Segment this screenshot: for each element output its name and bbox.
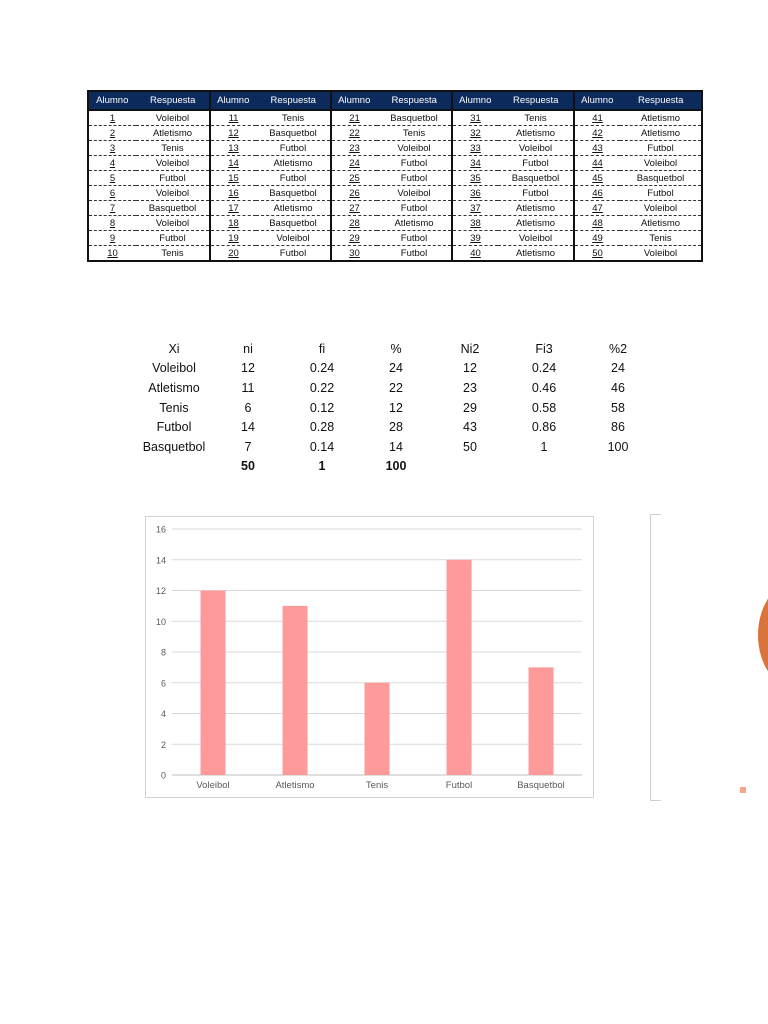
table-row	[88, 156, 702, 171]
total-cell	[433, 457, 507, 477]
alumno-cell: 30	[331, 246, 377, 262]
alumno-cell: 28	[331, 216, 377, 231]
respuesta-cell: Futbol	[400, 247, 428, 259]
respuesta-cell: Basquetbol	[256, 186, 331, 201]
table-row	[137, 359, 655, 379]
bar	[529, 667, 554, 775]
alumno-cell: 48	[574, 216, 620, 231]
table-row	[88, 246, 702, 262]
table-row	[137, 398, 655, 418]
table-row	[88, 216, 702, 231]
freq-cell: 22	[389, 380, 403, 395]
freq-cell: 86	[611, 420, 625, 435]
freq-cell: 58	[611, 400, 625, 415]
respuesta-cell: Atletismo	[256, 156, 331, 171]
alumno-cell: 43	[574, 141, 620, 156]
respuesta-cell: Futbol	[620, 141, 702, 156]
alumno-cell: 45	[574, 171, 620, 186]
alumno-cell: 12	[210, 126, 256, 141]
freq-cell: 0.24	[309, 361, 335, 376]
table-row	[88, 186, 702, 201]
table-row	[137, 417, 655, 437]
alumno-cell: 41	[574, 110, 620, 126]
x-tick-label: Tenis	[365, 780, 389, 791]
alumno-cell: 16	[210, 186, 256, 201]
respuesta-cell: Voleibol	[256, 231, 331, 246]
respuesta-cell: Futbol	[136, 171, 210, 186]
table-row	[88, 171, 702, 186]
freq-cell: 28	[389, 420, 403, 435]
freq-cell: 0.24	[531, 361, 557, 376]
table-row	[88, 126, 702, 141]
respuesta-cell: Basquetbol	[620, 171, 702, 186]
respuesta-cell: Voleibol	[136, 216, 210, 231]
respuesta-cell: Futbol	[377, 231, 452, 246]
alumno-cell: 34	[452, 156, 498, 171]
table-row	[137, 437, 655, 457]
header-alumno: Alumno	[210, 91, 256, 110]
alumno-cell: 38	[452, 216, 498, 231]
respuesta-cell: Futbol	[256, 141, 331, 156]
y-tick-label: 6	[160, 678, 166, 689]
alumno-cell: 21	[331, 110, 377, 126]
freq-cell: Basquetbol	[142, 439, 206, 454]
freq-header-fi3: Fi3	[535, 341, 553, 356]
alumno-cell: 33	[452, 141, 498, 156]
freq-cell: Tenis	[159, 400, 189, 415]
freq-cell: 6	[244, 400, 252, 415]
freq-cell: 0.46	[531, 380, 557, 395]
alumno-cell: 31	[452, 110, 498, 126]
freq-header-ni: ni	[243, 341, 253, 356]
total-cell: 1	[318, 459, 326, 474]
respuesta-cell: Atletismo	[515, 247, 556, 259]
freq-header-percent2: %2	[608, 341, 628, 356]
respuesta-cell: Tenis	[161, 247, 184, 259]
respuesta-cell: Tenis	[620, 231, 702, 246]
respuesta-cell: Futbol	[377, 171, 452, 186]
respuesta-cell: Atletismo	[620, 126, 702, 141]
respuesta-cell: Tenis	[377, 126, 452, 141]
total-cell	[507, 457, 581, 477]
freq-cell: 24	[611, 361, 625, 376]
x-tick-label: Atletismo	[275, 780, 315, 791]
respuesta-cell: Tenis	[136, 141, 210, 156]
respuesta-cell: Voleibol	[620, 201, 702, 216]
freq-cell: 12	[241, 361, 255, 376]
alumno-cell: 7	[88, 201, 136, 216]
y-tick-label: 8	[160, 647, 166, 658]
bar	[447, 560, 472, 775]
respuesta-cell: Voleibol	[136, 156, 210, 171]
respuesta-cell: Voleibol	[498, 231, 574, 246]
decorative-square	[740, 787, 746, 793]
freq-cell: 46	[611, 380, 625, 395]
respuesta-cell: Atletismo	[256, 201, 331, 216]
decorative-circle	[758, 580, 768, 690]
freq-cell: 100	[607, 439, 629, 454]
total-cell: 100	[385, 459, 407, 474]
freq-cell: 29	[463, 400, 477, 415]
alumno-cell: 46	[574, 186, 620, 201]
freq-cell: Atletismo	[148, 380, 200, 395]
freq-cell: 1	[540, 439, 548, 454]
freq-cell: 14	[241, 420, 255, 435]
y-tick-label: 4	[160, 709, 166, 719]
total-cell	[137, 457, 211, 477]
alumno-cell: 32	[452, 126, 498, 141]
respuesta-cell: Voleibol	[620, 156, 702, 171]
freq-header-percent: %	[390, 341, 402, 356]
frequency-table	[137, 339, 655, 476]
alumno-cell: 23	[331, 141, 377, 156]
respuesta-cell: Futbol	[377, 201, 452, 216]
freq-cell: 14	[389, 439, 403, 454]
header-alumno: Alumno	[88, 91, 136, 110]
respuesta-cell: Tenis	[256, 110, 331, 126]
freq-cell: 0.28	[309, 420, 335, 435]
respuesta-cell: Basquetbol	[377, 110, 452, 126]
table-row	[88, 231, 702, 246]
alumno-cell: 37	[452, 201, 498, 216]
respuesta-cell: Futbol	[377, 156, 452, 171]
alumno-cell: 17	[210, 201, 256, 216]
freq-cell: 0.58	[531, 400, 557, 415]
header-alumno: Alumno	[452, 91, 498, 110]
alumno-cell: 39	[452, 231, 498, 246]
header-respuesta: Respuesta	[377, 91, 452, 110]
respuesta-cell: Futbol	[498, 186, 574, 201]
alumno-cell: 18	[210, 216, 256, 231]
respuesta-cell: Atletismo	[498, 201, 574, 216]
alumno-cell: 3	[88, 141, 136, 156]
respuesta-cell: Basquetbol	[256, 216, 331, 231]
freq-cell: Futbol	[156, 420, 192, 435]
freq-header-xi: Xi	[168, 341, 180, 356]
alumno-cell: 36	[452, 186, 498, 201]
survey-header-row	[88, 91, 702, 110]
alumno-cell: 9	[88, 231, 136, 246]
bar	[365, 683, 390, 775]
table-row	[88, 110, 702, 126]
alumno-cell: 5	[88, 171, 136, 186]
freq-cell: 12	[463, 361, 477, 376]
y-tick-label: 2	[160, 739, 166, 750]
header-alumno: Alumno	[574, 91, 620, 110]
header-alumno: Alumno	[331, 91, 377, 110]
respuesta-cell: Futbol	[136, 231, 210, 246]
bar	[201, 591, 226, 776]
alumno-cell: 24	[331, 156, 377, 171]
freq-cell: 43	[463, 420, 477, 435]
alumno-cell: 40	[452, 246, 498, 262]
respuesta-cell: Futbol	[620, 186, 702, 201]
header-respuesta: Respuesta	[256, 91, 331, 110]
total-cell: 50	[241, 459, 255, 474]
bar-chart	[145, 516, 594, 798]
bar-chart-svg	[146, 517, 593, 797]
alumno-cell: 49	[574, 231, 620, 246]
alumno-cell: 10	[107, 247, 118, 259]
respuesta-cell: Voleibol	[136, 186, 210, 201]
alumno-cell: 2	[88, 126, 136, 141]
y-tick-label: 0	[160, 770, 166, 781]
respuesta-cell: Basquetbol	[256, 126, 331, 141]
freq-cell: 50	[463, 439, 477, 454]
x-tick-label: Voleibol	[196, 780, 230, 791]
respuesta-cell: Voleibol	[377, 186, 452, 201]
freq-cell: 12	[389, 400, 403, 415]
alumno-cell: 6	[88, 186, 136, 201]
respuesta-cell: Voleibol	[643, 247, 678, 259]
freq-cell: 7	[244, 439, 252, 454]
table-row	[88, 141, 702, 156]
x-tick-label: Futbol	[445, 780, 473, 791]
header-respuesta: Respuesta	[136, 91, 210, 110]
alumno-cell: 42	[574, 126, 620, 141]
respuesta-cell: Futbol	[279, 247, 307, 259]
alumno-cell: 27	[331, 201, 377, 216]
y-tick-label: 16	[155, 524, 166, 535]
total-cell	[581, 457, 655, 477]
alumno-cell: 50	[574, 246, 620, 262]
respuesta-cell: Atletismo	[377, 216, 452, 231]
alumno-cell: 44	[574, 156, 620, 171]
alumno-cell: 4	[88, 156, 136, 171]
freq-cell: 0.14	[309, 439, 335, 454]
alumno-cell: 19	[210, 231, 256, 246]
respuesta-cell: Futbol	[498, 156, 574, 171]
respuesta-cell: Tenis	[498, 110, 574, 126]
survey-responses-table	[87, 90, 703, 262]
x-tick-label: Basquetbol	[517, 780, 565, 791]
alumno-cell: 8	[88, 216, 136, 231]
frequency-header-row	[137, 339, 655, 359]
alumno-cell: 20	[210, 246, 256, 262]
respuesta-cell: Voleibol	[498, 141, 574, 156]
header-respuesta: Respuesta	[620, 91, 702, 110]
freq-cell: 24	[389, 361, 403, 376]
alumno-cell: 15	[210, 171, 256, 186]
alumno-cell: 1	[88, 110, 136, 126]
freq-cell: 11	[241, 380, 255, 395]
respuesta-cell: Futbol	[256, 171, 331, 186]
alumno-cell: 47	[574, 201, 620, 216]
freq-cell: 0.12	[309, 400, 335, 415]
alumno-cell: 22	[331, 126, 377, 141]
respuesta-cell: Atletismo	[136, 126, 210, 141]
alumno-cell: 35	[452, 171, 498, 186]
alumno-cell: 25	[331, 171, 377, 186]
freq-cell: 0.86	[531, 420, 557, 435]
partial-frame	[650, 514, 661, 801]
freq-header-fi: fi	[318, 341, 326, 356]
freq-cell: 23	[463, 380, 477, 395]
respuesta-cell: Atletismo	[620, 216, 702, 231]
y-tick-label: 14	[155, 555, 166, 566]
header-respuesta: Respuesta	[498, 91, 574, 110]
table-row	[88, 201, 702, 216]
alumno-cell: 26	[331, 186, 377, 201]
alumno-cell: 11	[210, 110, 256, 126]
alumno-cell: 29	[331, 231, 377, 246]
bar	[283, 606, 308, 775]
respuesta-cell: Atletismo	[498, 216, 574, 231]
respuesta-cell: Voleibol	[377, 141, 452, 156]
table-row	[137, 378, 655, 398]
respuesta-cell: Basquetbol	[498, 171, 574, 186]
respuesta-cell: Atletismo	[620, 110, 702, 126]
freq-cell: Voleibol	[152, 361, 196, 376]
y-tick-label: 12	[155, 586, 166, 596]
respuesta-cell: Basquetbol	[136, 201, 210, 216]
respuesta-cell: Atletismo	[498, 126, 574, 141]
respuesta-cell: Voleibol	[136, 110, 210, 126]
alumno-cell: 13	[210, 141, 256, 156]
totals-row	[137, 457, 655, 477]
alumno-cell: 14	[210, 156, 256, 171]
freq-cell: 0.22	[309, 380, 335, 395]
y-tick-label: 10	[155, 616, 166, 627]
freq-header-ni2: Ni2	[460, 341, 480, 356]
